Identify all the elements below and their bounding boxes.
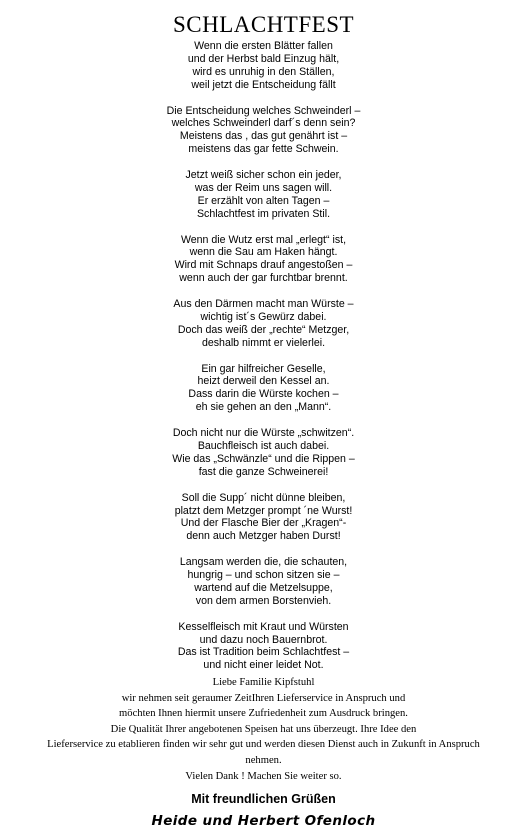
poem-line: Ein gar hilfreicher Geselle, xyxy=(201,362,326,375)
letter-line: Vielen Dank ! Machen Sie weiter so. xyxy=(185,770,342,782)
poem-line: Soll die Supp´ nicht dünne bleiben, xyxy=(181,491,346,504)
poem-stanza xyxy=(0,169,527,221)
poem-line: Schlachtfest im privaten Stil. xyxy=(196,207,331,220)
letter-line: Die Qualität Ihrer angebotenen Speisen hat uns überzeugt. Ihre Idee den xyxy=(110,723,417,735)
poem-line: Wenn die Wutz erst mal „erlegt“ ist, xyxy=(180,233,347,246)
poem-stanza xyxy=(0,621,527,673)
poem-line: Kesselfleisch mit Kraut und Würsten xyxy=(178,620,349,633)
poem-stanza xyxy=(0,298,527,350)
poem-line: von dem armen Borstenvieh. xyxy=(195,594,332,607)
poem-line: Wird mit Schnaps drauf angestoßen – xyxy=(174,259,353,272)
poem-line: wenn auch der gar furchtbar brennt. xyxy=(179,272,348,285)
poem-line: Meistens das , das gut genährt ist – xyxy=(179,130,348,143)
poem-line: was der Reim uns sagen will. xyxy=(194,181,333,194)
letter-line: Lieferservice zu etablieren finden wir sehr gut und werden diesen Dienst auch in Zukunft in Anspruch xyxy=(47,739,480,751)
poem-line: und nicht einer leidet Not. xyxy=(203,659,324,672)
poem xyxy=(0,40,527,685)
poem-stanza xyxy=(0,105,527,157)
letter-salutation: Liebe Familie Kipfstuhl xyxy=(212,677,315,688)
poem-line: und dazu noch Bauernbrot. xyxy=(199,633,328,646)
poem-line: weil jetzt die Entscheidung fällt xyxy=(191,78,336,91)
poem-line: Aus den Därmen macht man Würste – xyxy=(173,298,354,311)
poem-line: und der Herbst bald Einzug hält, xyxy=(187,52,340,65)
poem-line: Die Entscheidung welches Schweinderl – xyxy=(166,104,361,117)
poem-line: denn auch Metzger haben Durst! xyxy=(186,530,341,543)
poem-line: Bauchfleisch ist auch dabei. xyxy=(197,440,330,452)
poem-stanza xyxy=(0,234,527,286)
poem-line: Doch das weiß der „rechte“ Metzger, xyxy=(177,323,350,336)
poem-line: Dass darin die Würste kochen – xyxy=(188,388,339,401)
signature: Heide und Herbert Ofenloch xyxy=(151,813,376,829)
poem-line: Das ist Tradition beim Schlachtfest – xyxy=(177,646,350,659)
poem-line: wird es unruhig in den Ställen, xyxy=(192,65,335,78)
poem-line: Jetzt weiß sicher schon ein jeder, xyxy=(185,169,342,182)
poem-line: Doch nicht nur die Würste „schwitzen“. xyxy=(172,427,355,440)
poem-line: welches Schweinderl darf´s denn sein? xyxy=(171,117,356,130)
letter-line: wir nehmen seit geraumer ZeitIhren Lieferservice in Anspruch und xyxy=(121,692,406,704)
poem-line: Er erzählt von alten Tagen – xyxy=(197,194,330,207)
letter-line: nehmen. xyxy=(245,754,282,766)
poem-line: wenn die Sau am Haken hängt. xyxy=(189,246,338,259)
poem-line: hungrig – und schon sitzen sie – xyxy=(187,569,340,582)
poem-line: platzt dem Metzger prompt ´ne Wurst! xyxy=(174,504,353,517)
poem-line: meistens das gar fette Schwein. xyxy=(188,143,339,156)
poem-line: Langsam werden die, die schauten, xyxy=(179,556,348,569)
letter-line: möchten Ihnen hiermit unsere Zufriedenheit zum Ausdruck bringen. xyxy=(119,708,408,720)
poem-stanza xyxy=(0,363,527,415)
poem-line: wichtig ist´s Gewürz dabei. xyxy=(200,310,327,323)
poem-line: wartend auf die Metzelsuppe, xyxy=(194,581,333,594)
thank-you-letter xyxy=(0,675,527,784)
poem-line: Wenn die ersten Blätter fallen xyxy=(194,40,333,52)
poem-line: Wie das „Schwänzle“ und die Rippen – xyxy=(172,452,355,465)
poem-line: heizt derweil den Kessel an. xyxy=(197,375,330,388)
closing-greeting: Mit freundlichen Grüßen xyxy=(191,792,336,806)
poem-stanza xyxy=(0,556,527,608)
poem-stanza xyxy=(0,492,527,544)
poem-line: fast die ganze Schweinerei! xyxy=(198,465,329,478)
poem-title: SCHLACHTFEST xyxy=(172,12,355,37)
poem-line: Und der Flasche Bier der „Kragen“- xyxy=(180,517,347,530)
poem-stanza xyxy=(0,427,527,479)
poem-line: eh sie gehen an den „Mann“. xyxy=(195,401,332,414)
poem-stanza xyxy=(0,40,527,92)
poem-line: deshalb nimmt er vielerlei. xyxy=(201,336,326,349)
